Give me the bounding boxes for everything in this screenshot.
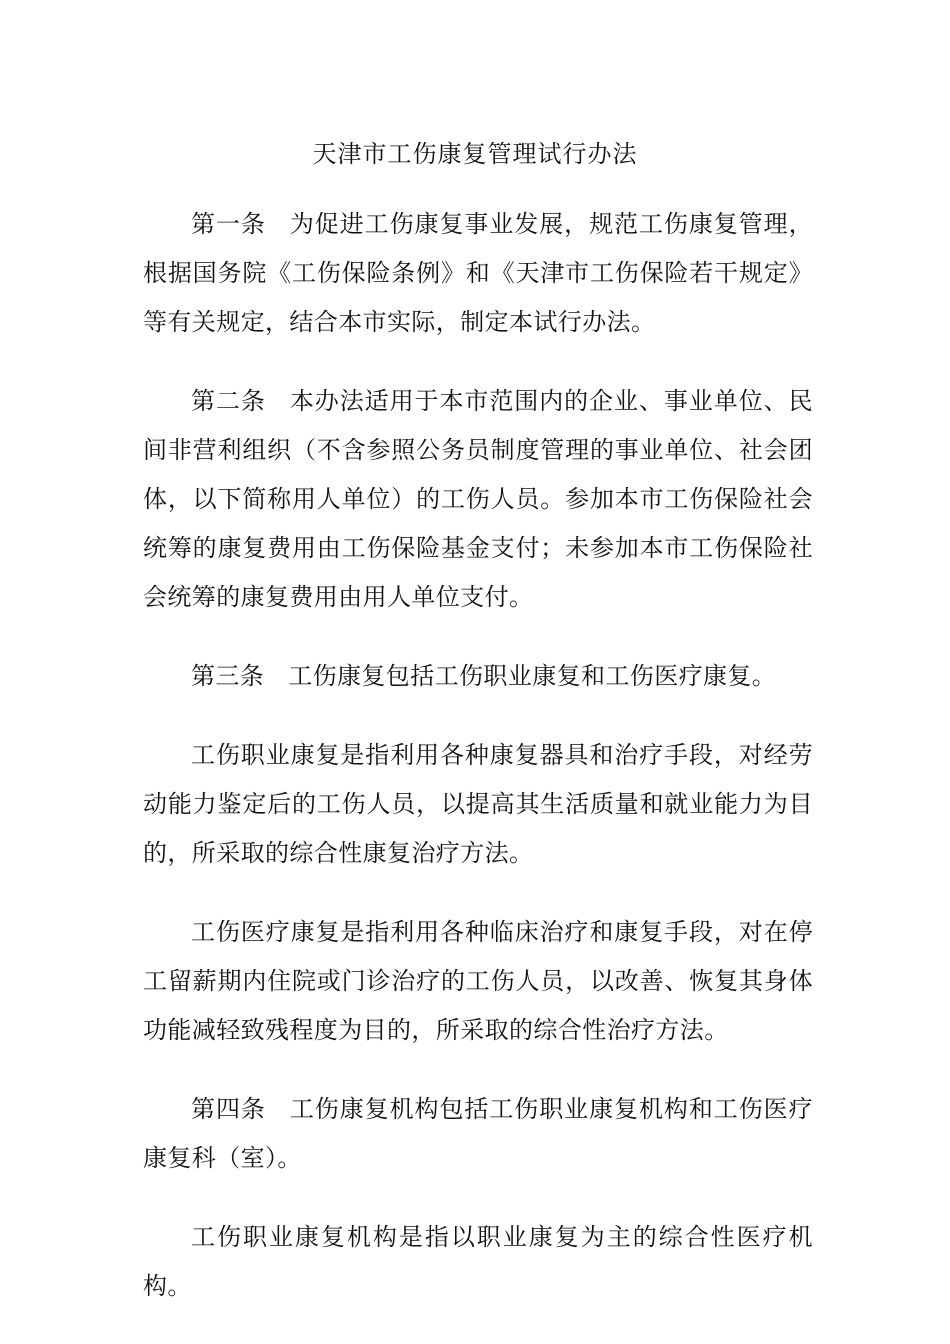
paragraph-vocational-institution	[143, 1213, 813, 1311]
paragraph-medical-rehab	[143, 908, 813, 1055]
article-number: 第一条	[191, 210, 266, 238]
paragraph-article-3	[143, 652, 813, 701]
article-number: 第二条	[191, 387, 266, 415]
paragraph-text: 工伤康复机构包括工伤职业康复机构和工伤医疗康复科（室）。	[143, 1095, 814, 1172]
paragraph-text: 本办法适用于本市范围内的企业、事业单位、民间非营利组织（不含参照公务员制度管理的事业单位、社会团体，以下简称用人单位）的工伤人员。参加本市工伤保险社会统筹的康复费用由工伤保险基金支付；未参加本市工伤保险社会统筹的康复费用由用人单位支付。	[143, 387, 814, 611]
paragraph-article-1	[143, 200, 813, 347]
article-number: 第三条	[191, 662, 265, 690]
paragraph-text: 工伤医疗康复是指利用各种临床治疗和康复手段，对在停工留薪期内住院或门诊治疗的工伤人员，以改善、恢复其身体功能减轻致残程度为目的，所采取的综合性治疗方法。	[143, 918, 813, 1044]
paragraph-article-2	[143, 377, 813, 622]
paragraph-vocational-rehab	[143, 731, 813, 878]
paragraph-text: 为促进工伤康复事业发展，规范工伤康复管理，根据国务院《工伤保险条例》和《天津市工伤保险若干规定》等有关规定，结合本市实际，制定本试行办法。	[143, 210, 814, 336]
paragraph-text: 工伤职业康复机构是指以职业康复为主的综合性医疗机构。	[143, 1223, 813, 1300]
document-title: 天津市工伤康复管理试行办法	[312, 140, 638, 168]
document-body	[143, 200, 813, 1341]
paragraph-text: 工伤职业康复是指利用各种康复器具和治疗手段，对经劳动能力鉴定后的工伤人员，以提高其生活质量和就业能力为目的，所采取的综合性康复治疗方法。	[143, 741, 813, 867]
article-number: 第四条	[191, 1095, 266, 1123]
paragraph-article-4	[143, 1085, 813, 1183]
paragraph-text: 工伤康复包括工伤职业康复和工伤医疗康复。	[288, 662, 777, 690]
